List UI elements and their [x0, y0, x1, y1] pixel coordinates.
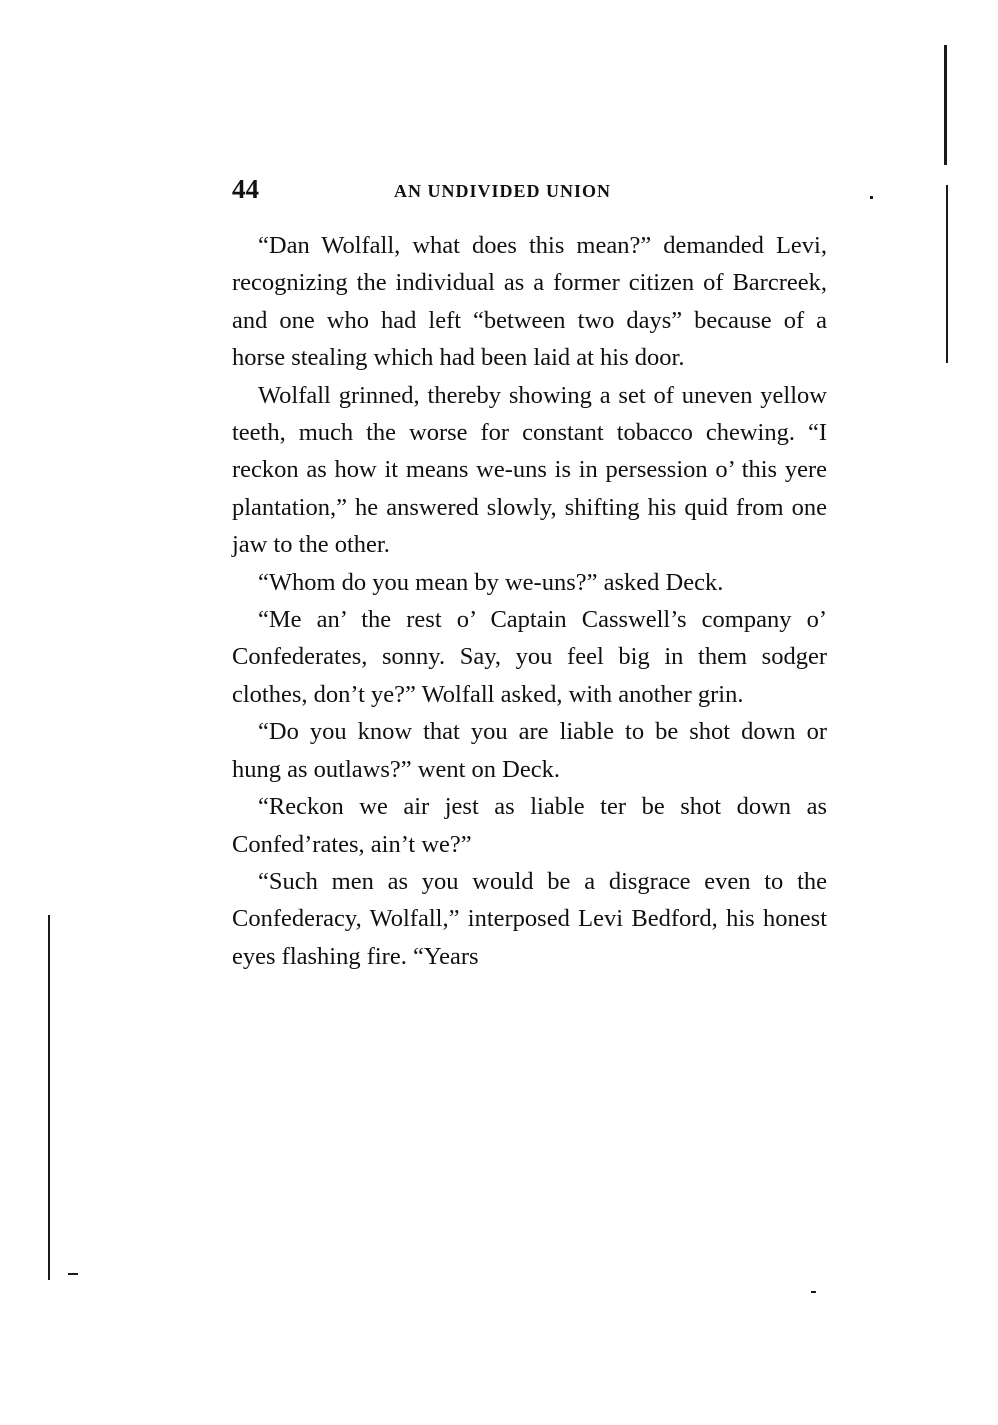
paragraph: “Whom do you mean by we-uns?” asked Deck.	[258, 568, 724, 596]
running-title: AN UNDIVIDED UNION	[394, 181, 612, 201]
scan-edge-line-left	[48, 915, 50, 1280]
paragraph: “Reckon we air jest as liable ter be shot down as Confed’rates, ain’t we?”	[232, 793, 827, 858]
paragraph: “Do you know that you are liable to be shot down or hung as outlaws?” went on Deck.	[232, 718, 827, 783]
scan-edge-line-top-right	[944, 45, 947, 165]
paragraph: Wolfall grinned, thereby showing a set of uneven yellow teeth, much the worse for constant tobacco chewing. “I reckon as how it means we-uns is in persession o’ this yere plantation,” he answered slowly, shifting his quid from one jaw to the other.	[232, 381, 827, 559]
scan-speck	[68, 1273, 78, 1275]
body-text	[232, 227, 827, 975]
page-number: 44	[232, 174, 259, 204]
scan-speck	[811, 1291, 816, 1293]
paragraph: “Dan Wolfall, what does this mean?” demanded Levi, recognizing the individual as a former citizen of Barcreek, and one who had left “between two days” because of a horse stealing which had been laid at his door.	[232, 232, 827, 372]
paragraph: “Such men as you would be a disgrace even to the Confederacy, Wolfall,” interposed Levi Bedford, his honest eyes flashing fire. “Years	[232, 867, 827, 970]
running-head	[232, 172, 827, 206]
paragraph: “Me an’ the rest o’ Captain Casswell’s company o’ Confederates, sonny. Say, you feel big in them sodger clothes, don’t ye?” Wolfall asked, with another grin.	[232, 606, 827, 708]
scan-edge-line-right	[946, 185, 948, 363]
scan-speck	[870, 196, 873, 199]
